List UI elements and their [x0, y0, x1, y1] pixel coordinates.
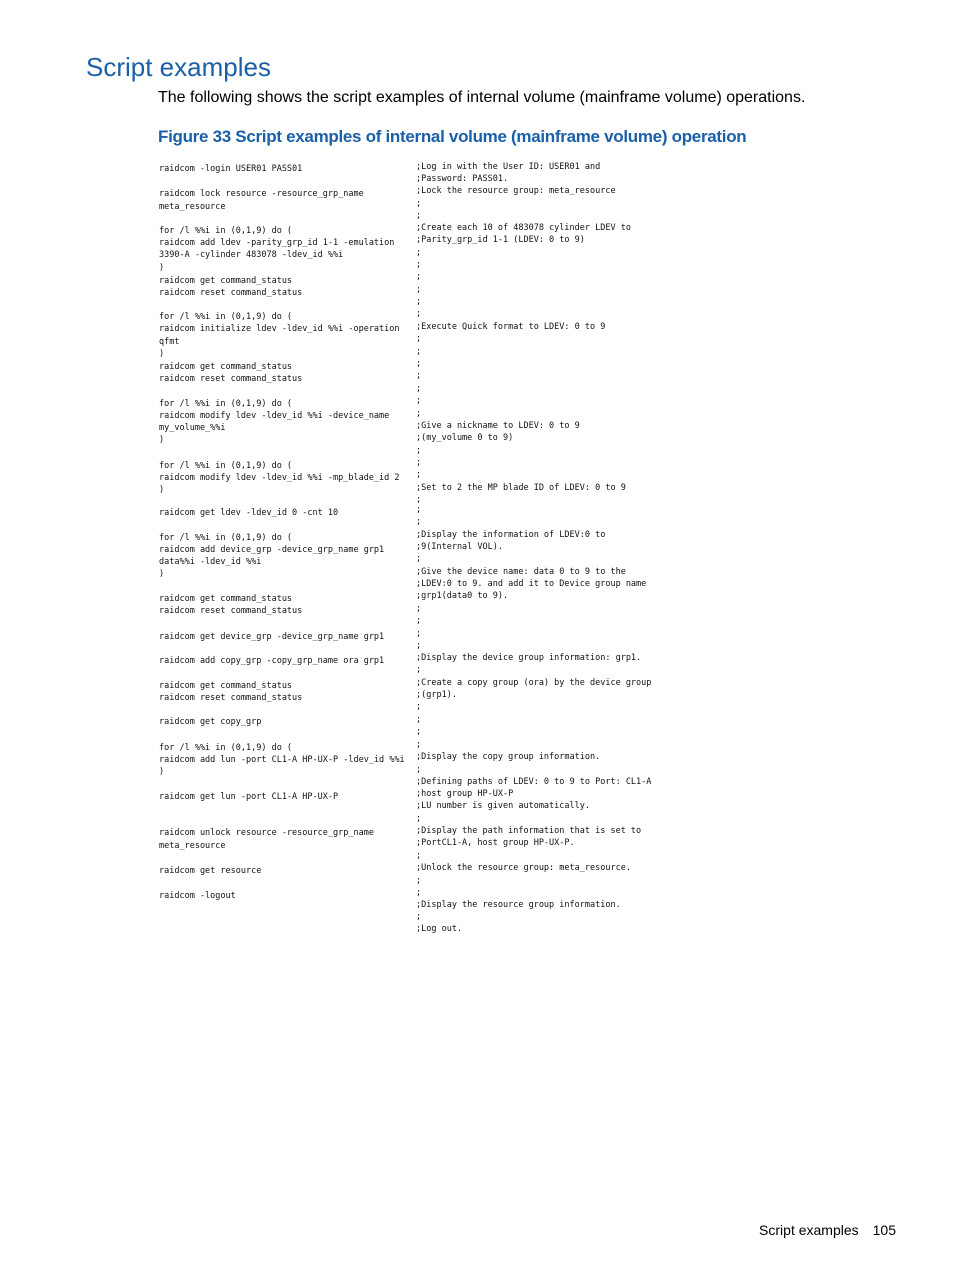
script-line-right: ;Create each 10 of 483078 cylinder LDEV to — [416, 223, 631, 233]
script-line-right: ;grp1(data0 to 9). — [416, 591, 509, 601]
script-line-right: ;LDEV:0 to 9. and add it to Device group name — [416, 579, 647, 589]
script-line-right: ;Give the device name: data 0 to 9 to the — [416, 567, 626, 577]
script-line-right: ; — [416, 629, 422, 639]
script-line-left: raidcom modify ldev -ldev_id %%i -device_name — [159, 411, 390, 421]
script-line-left: for /l %%i in (0,1,9) do ( — [159, 226, 293, 236]
script-line-left: for /l %%i in (0,1,9) do ( — [159, 312, 293, 322]
script-line-left: raidcom unlock resource -resource_grp_name — [159, 828, 374, 838]
script-line-right: ; — [416, 765, 422, 775]
script-line-right: ; — [416, 702, 422, 712]
script-line-right: ; — [416, 297, 422, 307]
script-line-right: ;LU number is given automatically. — [416, 801, 590, 811]
script-line-right: ;(grp1). — [416, 690, 457, 700]
script-line-left: raidcom get lun -port CL1-A HP-UX-P — [159, 792, 339, 802]
script-line-right: ; — [416, 384, 422, 394]
script-line-right: ;Password: PASS01. — [416, 174, 509, 184]
script-line-left: raidcom get command_status — [159, 681, 293, 691]
script-line-right: ; — [416, 199, 422, 209]
script-line-left: raidcom reset command_status — [159, 374, 303, 384]
script-line-left: qfmt — [159, 337, 180, 347]
script-line-left: raidcom get device_grp -device_grp_name grp1 — [159, 632, 385, 642]
script-line-right: ;PortCL1-A, host group HP-UX-P. — [416, 838, 575, 848]
script-line-left: ) — [159, 263, 165, 273]
script-line-right: ;Set to 2 the MP blade ID of LDEV: 0 to 9 — [416, 483, 626, 493]
script-line-left: for /l %%i in (0,1,9) do ( — [159, 461, 293, 471]
script-line-left: 3390-A -cylinder 483078 -ldev_id %%i — [159, 250, 344, 260]
script-line-left: raidcom -logout — [159, 891, 236, 901]
figure-caption: Figure 33 Script examples of internal volume (mainframe volume) operation — [158, 127, 747, 146]
script-line-right: ;Display the resource group information. — [416, 900, 621, 910]
script-line-right: ;Log out. — [416, 924, 463, 934]
script-line-right: ; — [416, 851, 422, 861]
script-line-left: ) — [159, 349, 165, 359]
script-line-right: ; — [416, 309, 422, 319]
script-line-left: raidcom reset command_status — [159, 288, 303, 298]
script-line-right: ;host group HP-UX-P — [416, 789, 514, 799]
script-line-right: ; — [416, 517, 422, 527]
script-line-left: meta_resource — [159, 841, 226, 851]
script-line-left: meta_resource — [159, 202, 226, 212]
script-line-right: ; — [416, 272, 422, 282]
script-line-right: ;Defining paths of LDEV: 0 to 9 to Port: CL1-A — [416, 777, 652, 787]
script-line-right: ;Create a copy group (ora) by the device group — [416, 678, 652, 688]
script-line-right: ; — [416, 888, 422, 898]
script-line-left: raidcom modify ldev -ldev_id %%i -mp_blade_id 2 — [159, 473, 400, 483]
script-line-left: raidcom get command_status — [159, 594, 293, 604]
script-line-left: raidcom add copy_grp -copy_grp_name ora grp1 — [159, 656, 385, 666]
script-line-right: ;(my_volume 0 to 9) — [416, 433, 514, 443]
script-line-right: ; — [416, 260, 422, 270]
script-line-left: raidcom get resource — [159, 866, 262, 876]
script-line-right: ; — [416, 912, 422, 922]
script-line-right: ; — [416, 641, 422, 651]
script-line-left: raidcom add ldev -parity_grp_id 1-1 -emulation — [159, 238, 395, 248]
script-line-right: ; — [416, 814, 422, 824]
script-line-right: ; — [416, 359, 422, 369]
script-line-right: ; — [416, 371, 422, 381]
script-line-left: for /l %%i in (0,1,9) do ( — [159, 399, 293, 409]
script-line-left: raidcom reset command_status — [159, 693, 303, 703]
script-line-left: ) — [159, 435, 165, 445]
script-line-left: for /l %%i in (0,1,9) do ( — [159, 533, 293, 543]
script-line-right: ; — [416, 446, 422, 456]
script-line-right: ; — [416, 396, 422, 406]
script-line-right: ; — [416, 876, 422, 886]
script-line-left: raidcom add device_grp -device_grp_name grp1 — [159, 545, 385, 555]
script-line-right: ; — [416, 285, 422, 295]
script-line-right: ;Display the device group information: grp1. — [416, 653, 642, 663]
script-line-left: my_volume_%%i — [159, 423, 226, 433]
script-line-left: raidcom reset command_status — [159, 606, 303, 616]
script-line-left: raidcom get command_status — [159, 362, 293, 372]
script-line-right: ; — [416, 495, 422, 505]
script-line-left: raidcom -login USER01 PASS01 — [159, 164, 303, 174]
script-line-right: ; — [416, 727, 422, 737]
script-line-right: ;Execute Quick format to LDEV: 0 to 9 — [416, 322, 606, 332]
script-line-right: ; — [416, 248, 422, 258]
script-line-right: ;Give a nickname to LDEV: 0 to 9 — [416, 421, 580, 431]
script-line-right: ; — [416, 458, 422, 468]
script-line-right: ;9(Internal VOL). — [416, 542, 503, 552]
script-line-right: ; — [416, 409, 422, 419]
script-line-right: ;Display the path information that is set to — [416, 826, 642, 836]
script-line-right: ; — [416, 505, 422, 515]
script-line-left: ) — [159, 569, 165, 579]
script-line-right: ; — [416, 604, 422, 614]
script-line-right: ;Lock the resource group: meta_resource — [416, 186, 616, 196]
script-line-right: ; — [416, 715, 422, 725]
script-line-right: ; — [416, 334, 422, 344]
script-line-right: ;Display the copy group information. — [416, 752, 601, 762]
script-line-left: raidcom add lun -port CL1-A HP-UX-P -ldev_id %%i — [159, 755, 405, 765]
script-line-right: ; — [416, 616, 422, 626]
script-line-right: ;Display the information of LDEV:0 to — [416, 530, 606, 540]
script-line-left: ) — [159, 767, 165, 777]
script-line-right: ; — [416, 470, 422, 480]
section-title: Script examples — [86, 52, 271, 82]
script-line-right: ;Unlock the resource group: meta_resource. — [416, 863, 631, 873]
script-line-right: ; — [416, 347, 422, 357]
script-line-right: ; — [416, 665, 422, 675]
script-line-left: data%%i -ldev_id %%i — [159, 557, 262, 567]
script-line-left: raidcom lock resource -resource_grp_name — [159, 189, 364, 199]
script-line-right: ; — [416, 554, 422, 564]
script-line-left: raidcom get ldev -ldev_id 0 -cnt 10 — [159, 508, 339, 518]
script-line-left: raidcom get copy_grp — [159, 717, 262, 727]
footer-label: Script examples — [759, 1222, 859, 1238]
script-line-left: raidcom get command_status — [159, 276, 293, 286]
page-number: 105 — [872, 1222, 896, 1238]
script-line-left: raidcom initialize ldev -ldev_id %%i -operation — [159, 324, 400, 334]
script-line-right: ; — [416, 211, 422, 221]
script-line-left: for /l %%i in (0,1,9) do ( — [159, 743, 293, 753]
script-line-left: ) — [159, 485, 165, 495]
intro-paragraph: The following shows the script examples of internal volume (mainframe volume) operations. — [158, 89, 806, 106]
script-line-right: ;Parity_grp_id 1-1 (LDEV: 0 to 9) — [416, 235, 585, 245]
page-footer — [759, 1222, 896, 1238]
script-line-right: ; — [416, 740, 422, 750]
script-line-right: ;Log in with the User ID: USER01 and — [416, 162, 601, 172]
